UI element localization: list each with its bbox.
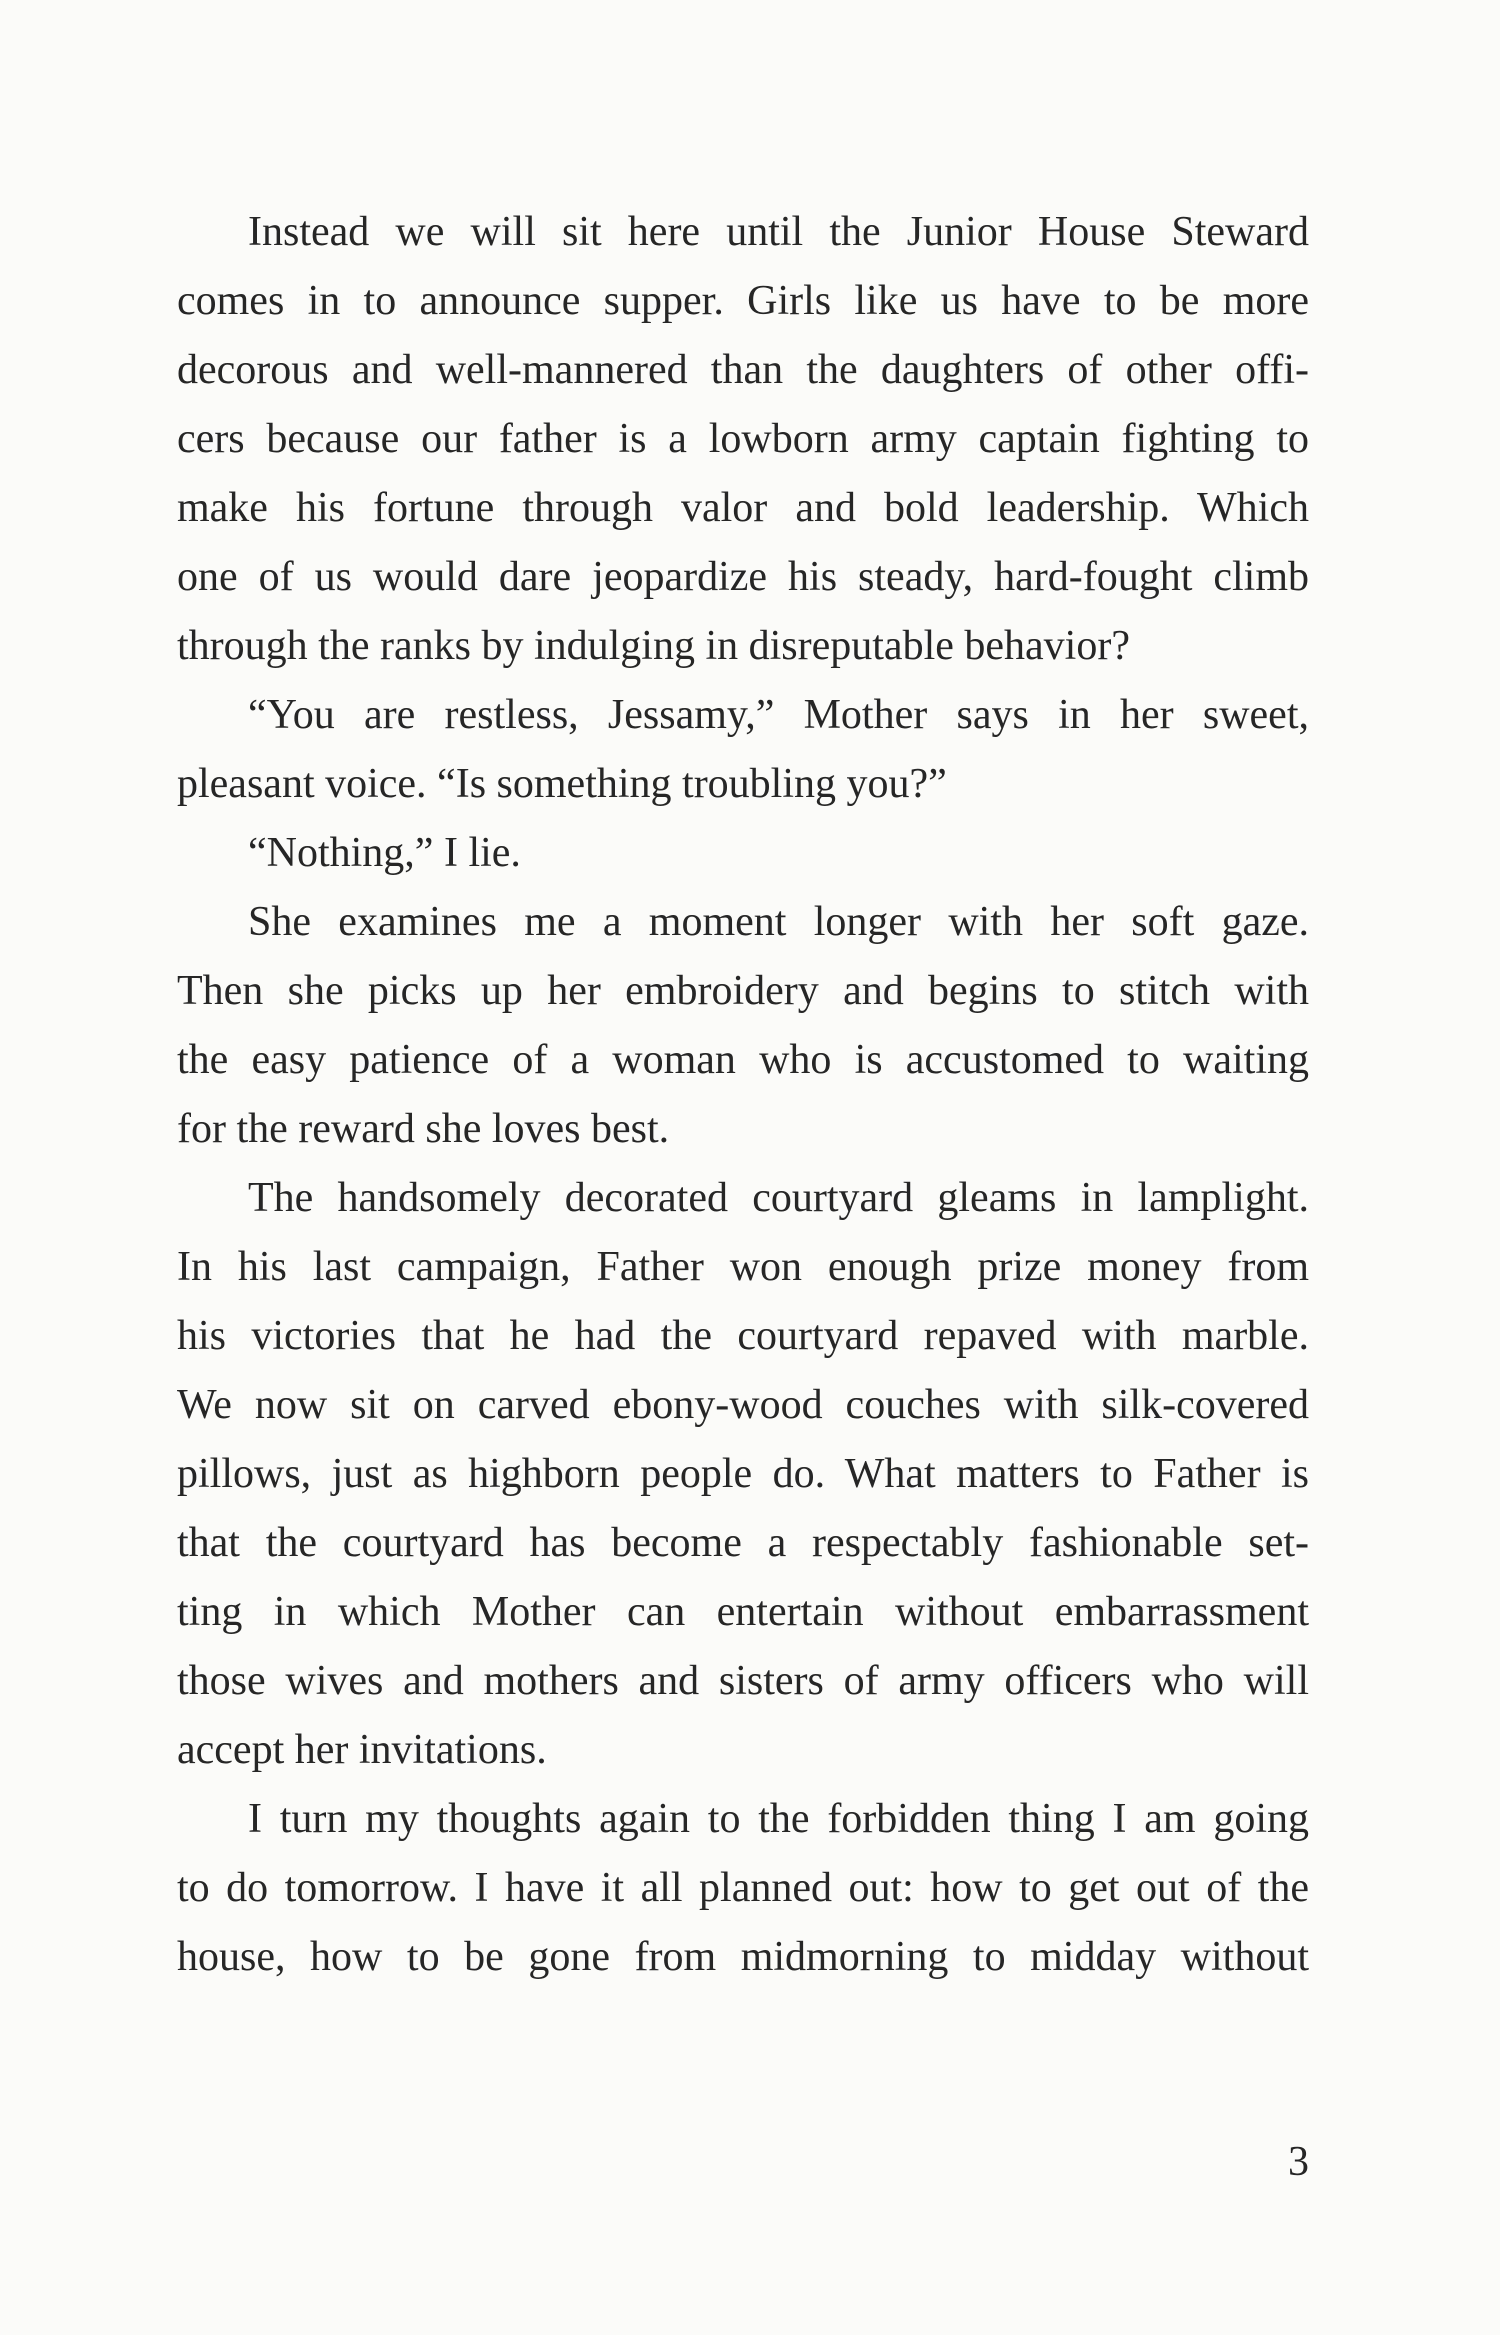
text-line: decorous and well-mannered than the daughters of other offi- [177,347,1309,393]
text-line: accept her invitations. [177,1727,547,1773]
paragraph [177,819,1309,888]
text-line: one of us would dare jeopardize his steady, hard-fought climb [177,554,1309,600]
text-line: cers because our father is a lowborn army captain fighting to [177,416,1309,462]
text-line: pleasant voice. “Is something troubling you?” [177,761,947,807]
text-line: to do tomorrow. I have it all planned out: how to get out of the [177,1865,1309,1911]
text-line: those wives and mothers and sisters of army officers who will [177,1658,1309,1704]
text-line: his victories that he had the courtyard repaved with marble. [177,1313,1309,1359]
text-line: Instead we will sit here until the Junior House Steward [248,209,1309,255]
text-line: “Nothing,” I lie. [248,830,521,876]
paragraph [177,1785,1309,1992]
text-line: make his fortune through valor and bold leadership. Which [177,485,1309,531]
text-line: the easy patience of a woman who is accustomed to waiting [177,1037,1309,1083]
text-line: I turn my thoughts again to the forbidden thing I am going [248,1796,1309,1842]
text-line: ting in which Mother can entertain without embarrassment [177,1589,1309,1635]
text-line: She examines me a moment longer with her soft gaze. [248,899,1309,945]
text-line: comes in to announce supper. Girls like us have to be more [177,278,1309,324]
paragraph [177,681,1309,819]
text-line: Then she picks up her embroidery and begins to stitch with [177,968,1309,1014]
text-line: that the courtyard has become a respectably fashionable set- [177,1520,1309,1566]
text-line: for the reward she loves best. [177,1106,670,1152]
text-line: The handsomely decorated courtyard gleams in lamplight. [248,1175,1309,1221]
paragraph [177,198,1309,681]
text-line: house, how to be gone from midmorning to midday without [177,1934,1309,1980]
paragraph [177,1164,1309,1785]
text-line: “You are restless, Jessamy,” Mother says in her sweet, [248,692,1309,738]
text-line: pillows, just as highborn people do. What matters to Father is [177,1451,1309,1497]
body-text [177,198,1309,1992]
text-line: through the ranks by indulging in disreputable behavior? [177,623,1130,669]
paragraph [177,888,1309,1164]
text-line: In his last campaign, Father won enough prize money from [177,1244,1309,1290]
page-number: 3 [1288,2139,1309,2185]
text-line: We now sit on carved ebony-wood couches with silk-covered [177,1382,1309,1428]
